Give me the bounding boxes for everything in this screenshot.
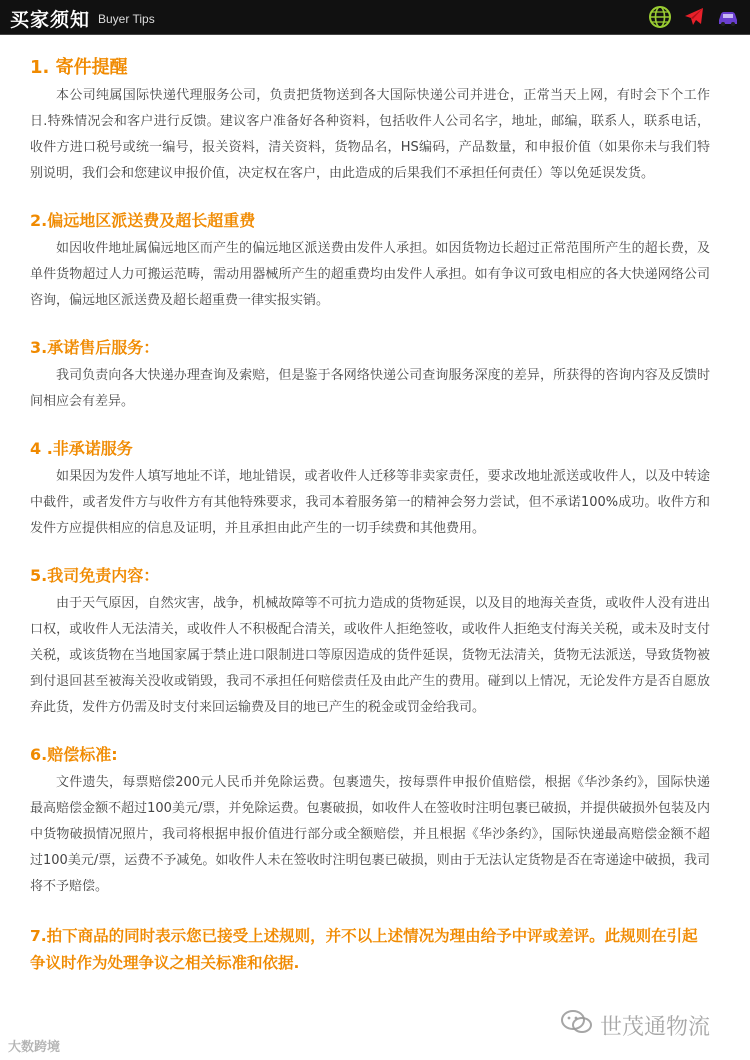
watermark-left: 大数跨境 (8, 1040, 61, 1055)
page-title: 买家须知 (10, 9, 91, 31)
section-text: 文件遗失，每票赔偿200元人民币并免除运费。包裹遗失，按每票件申报价值赔偿，根据《华沙条约》，国际快递最高赔偿金额不超过100美元/票，并免除运费。包裹破损，如收件人在签收时注明包裹已破损，并提供破损外包装及内中货物破损情况照片，我司将根据申报价值进行部分或全额赔偿，并且根据《华沙条约》，国际快递最高赔偿金额不超过100美元/票，运费不予减免。如收件人未在签收时注明包裹已破损，则由于无法认定货物是否在寄递途中破损，我司将不予赔偿。 (30, 775, 710, 894)
section-text: 我司负责向各大快递办理查询及索赔，但是鉴于各网络快递公司查询服务深度的差异，所获得的咨询内容及反馈时间相应会有差异。 (30, 368, 710, 409)
header-icons (648, 5, 740, 29)
section-title: 6.赔偿标准: (30, 745, 118, 764)
watermark-right-text: 世茂通物流 (600, 1014, 711, 1040)
airplane-icon (682, 5, 706, 29)
car-icon (716, 5, 740, 29)
section-text: 如果因为发件人填写地址不详，地址错误，或者收件人迁移等非卖家责任，要求改地址派送或收件人，以及中转途中截件，或者发件方与收件方有其他特殊要求，我司本着服务第一的精神会努力尝试，但不承诺100%成功。收件方和发件方应提供相应的信息及证明，并且承担由此产生的一切手续费和其他费用。 (30, 469, 710, 536)
header-bar (0, 0, 750, 35)
section-title: 3.承诺售后服务： (30, 338, 160, 357)
section-text: 由于天气原因，自然灾害，战争，机械故障等不可抗力造成的货物延误，以及目的地海关查货，或收件人没有进出口权，或收件人无法清关，或收件人不积极配合清关，或收件人拒绝签收，或收件人拒绝支付海关关税，或未及时支付关税，或该货物在当地国家属于禁止进口限制进口等原因造成的货件延误，货物无法清关，货物无法派送，导致货物被到付退回甚至被海关没收或销毁，我司不承担任何赔偿责任及由此产生的费用。碰到以上情况，无论发件方是否自愿放弃此货，发件方仍需及时支付来回运输费及目的地已产生的税金或罚金给我司。 (30, 596, 710, 715)
section-text: 如因收件地址属偏远地区而产生的偏远地区派送费由发件人承担。如因货物边长超过正常范围所产生的超长费，及单件货物超过人力可搬运范畴，需动用器械所产生的超重费均由发件人承担。如有争议可致电相应的各大快递网络公司咨询，偏远地区派送费及超长超重费一律实报实销。 (30, 241, 710, 308)
section-disclaimer (30, 565, 710, 721)
section-compensation (30, 744, 710, 900)
section-title: 2.偏远地区派送费及超长超重费 (30, 211, 256, 230)
tips-content (30, 57, 710, 977)
globe-icon (648, 5, 672, 29)
wechat-icon (560, 1008, 594, 1042)
section-title: 4 .非承诺服务 (30, 439, 133, 458)
page-subtitle: Buyer Tips (98, 12, 155, 26)
section-title: 5.我司免责内容： (30, 566, 160, 585)
section-remote-fees (30, 210, 710, 314)
section-text: 本公司纯属国际快递代理服务公司，负责把货物送到各大国际快递公司并进仓，正常当天上网，有时会下个工作日.特殊情况会和客户进行反馈。建议客户准备好各种资料，包括收件人公司名字，地址，邮编，联系人，联系电话，收件方进口税号或统一编号，报关资料，清关资料，货物品名，HS编码，产品数量，和申报价值（如果你未与我们特别说明，我们会和您建议申报价值，决定权在客户，由此造成的后果我们不承担任何责任）等以免延误发货。 (30, 88, 710, 181)
section-shipping-reminder (30, 57, 710, 187)
section-non-guaranteed (30, 438, 710, 542)
section-after-sales (30, 337, 710, 415)
watermark-right (560, 1008, 710, 1042)
final-note: 7.拍下商品的同时表示您已接受上述规则，并不以上述情况为理由给予中评或差评。此规则在引起争议时作为处理争议之相关标准和依据. (30, 927, 698, 972)
section-title: 1. 寄件提醒 (30, 57, 128, 78)
